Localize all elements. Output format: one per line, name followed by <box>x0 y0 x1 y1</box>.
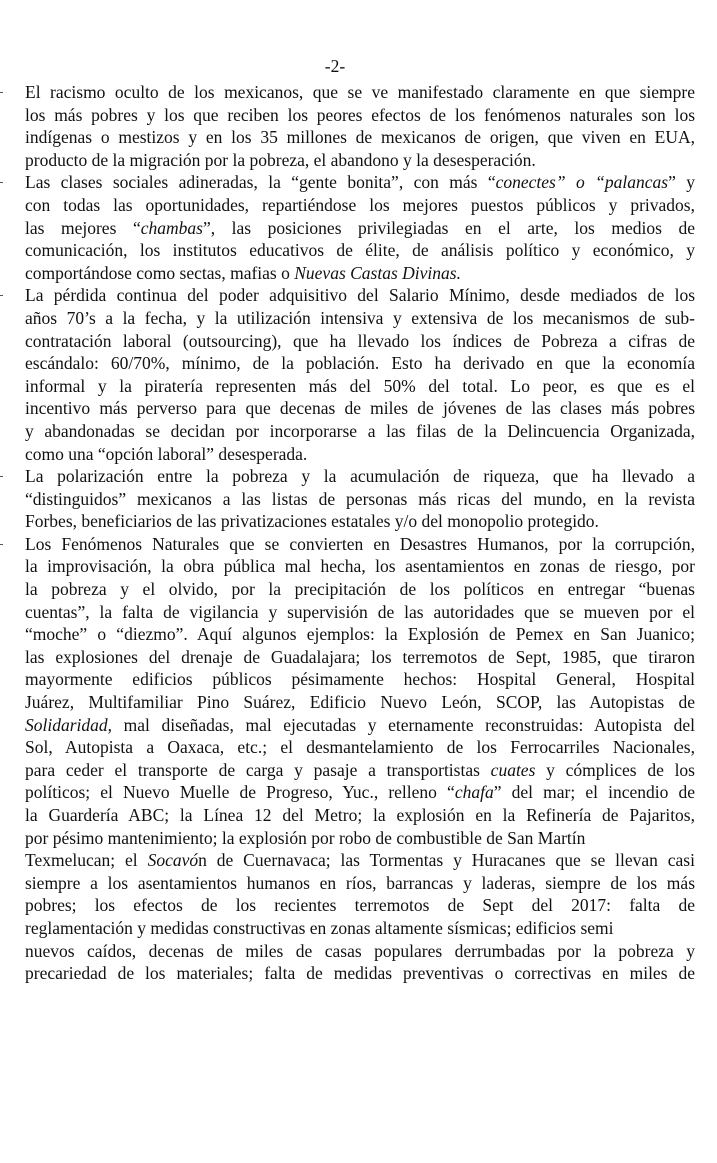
text-segment: y cómplices de los <box>535 759 695 780</box>
italic-text: Nuevas Castas Divinas. <box>294 262 461 283</box>
text-line <box>25 307 695 330</box>
text-segment: las explosiones del drenaje de Guadalajara; los terremotos de Sept, 1985, que tiraron <box>25 646 695 667</box>
text-line <box>25 284 695 307</box>
text-segment: informal y la piratería representen más del 50% del total. Lo peor, es que es el <box>25 375 695 396</box>
text-segment: precariedad de los materiales; falta de medidas preventivas o correctivas en miles de <box>25 963 695 984</box>
text-line <box>25 352 695 375</box>
text-segment: incentivo más perverso para que decenas de miles de jóvenes de las clases más pobres <box>25 398 695 419</box>
italic-text: Solidaridad <box>25 714 108 735</box>
text-segment: la pobreza y el olvido, por la precipitación de los políticos en entregar “buenas <box>25 579 695 600</box>
text-line <box>25 330 695 353</box>
text-segment: la improvisación, la obra pública mal hecha, los asentamientos en zonas de riesgo, por <box>25 556 695 577</box>
text-segment: con todas las oportunidades, repartiéndose los mejores puestos públicos y privados, <box>25 194 695 215</box>
text-line <box>25 962 695 985</box>
bullet-marker-icon <box>0 295 3 296</box>
text-line <box>25 759 695 782</box>
text-line <box>25 646 695 669</box>
text-line <box>25 894 695 917</box>
text-segment: nuevos caídos, decenas de miles de casas populares derrumbadas por la pobreza y <box>25 940 695 961</box>
text-segment: El racismo oculto de los mexicanos, que se ve manifestado claramente en que siempre <box>25 82 695 102</box>
text-segment: Texmelucan; el <box>25 850 148 871</box>
text-segment: años 70’s a la fecha, y la utilización intensiva y extensiva de los mecanismos de sub- <box>25 307 695 328</box>
text-line <box>25 194 695 217</box>
text-line <box>25 375 695 398</box>
text-segment: Forbes, beneficiarios de las privatizaciones estatales y/o del monopolio protegido. <box>25 511 599 532</box>
text-segment: escándalo: 60/70%, mínimo, de la población. Esto ha derivado en que la economía <box>25 353 695 374</box>
text-segment: Las clases sociales adineradas, la “gente bonita”, con más “ <box>25 172 496 193</box>
bullet-paragraph <box>25 284 695 465</box>
italic-text: conectes” o “palancas <box>495 172 669 193</box>
text-line <box>25 872 695 895</box>
text-segment: los más pobres y los que reciben los peores efectos de los fenómenos naturales son los <box>25 104 695 125</box>
text-line <box>25 443 695 466</box>
page-number: -2- <box>324 56 346 76</box>
text-segment: “moche” o “diezmo”. Aquí algunos ejemplos: la Explosión de Pemex en San Juanico; <box>25 624 695 645</box>
text-segment: n de Cuernavaca; las Tormentas y Huracanes que se llevan casi <box>198 850 695 871</box>
text-segment: indígenas o mestizos y en los 35 millones de mexicanos de origen, que viven en EUA, <box>25 127 695 148</box>
text-segment: Sol, Autopista a Oaxaca, etc.; el desmantelamiento de los Ferrocarriles Nacionales, <box>25 737 695 758</box>
text-line <box>25 601 695 624</box>
bullet-marker-icon <box>0 544 3 545</box>
bullet-paragraph <box>25 465 695 533</box>
text-line <box>25 917 695 940</box>
text-line <box>25 691 695 714</box>
text-line <box>25 668 695 691</box>
text-segment: La pérdida continua del poder adquisitivo del Salario Mínimo, desde mediados de los <box>25 285 695 306</box>
text-segment: “distinguidos” mexicanos a las listas de personas más ricas del mundo, en la revista <box>25 488 695 509</box>
bullet-paragraph <box>25 533 695 985</box>
text-segment: contratación laboral (outsourcing), que ha llevado los índices de Pobreza a cifras de <box>25 330 695 351</box>
text-line <box>25 420 695 443</box>
text-line <box>25 488 695 511</box>
text-segment: reglamentación y medidas constructivas en zonas altamente sísmicas; edificios semi <box>25 917 614 938</box>
text-segment: como una “opción laboral” desesperada. <box>25 443 308 464</box>
text-line <box>25 736 695 759</box>
italic-text: chafa <box>454 782 494 803</box>
text-line <box>25 262 695 285</box>
italic-text: cuates <box>490 759 536 780</box>
document-body <box>25 81 695 985</box>
text-line <box>25 578 695 601</box>
text-line <box>25 126 695 149</box>
text-line <box>25 827 695 850</box>
text-segment: Juárez, Multifamiliar Pino Suárez, Edificio Nuevo León, SCOP, las Autopistas de <box>25 692 695 713</box>
text-line <box>25 239 695 262</box>
text-segment: ”, las posiciones privilegiadas en el arte, los medios de <box>202 217 695 238</box>
text-segment: ” y <box>668 172 695 193</box>
italic-text: Socavó <box>147 850 199 871</box>
text-segment: La polarización entre la pobreza y la acumulación de riqueza, que ha llevado a <box>25 466 695 487</box>
text-line <box>25 714 695 737</box>
text-segment: políticos; el Nuevo Muelle de Progreso, Yuc., relleno “ <box>25 782 455 803</box>
text-line <box>25 217 695 240</box>
text-line <box>25 510 695 533</box>
italic-text: chambas <box>140 217 203 238</box>
bullet-marker-icon <box>0 476 3 477</box>
text-line <box>25 849 695 872</box>
text-segment: pobres; los efectos de los recientes terremotos de Sept del 2017: falta de <box>25 895 695 916</box>
text-line <box>25 555 695 578</box>
text-line <box>25 104 695 127</box>
text-segment: y abandonadas se decidan por incorporarse a las filas de la Delincuencia Organizada, <box>25 420 695 441</box>
text-segment: producto de la migración por la pobreza, el abandono y la desesperación. <box>25 149 536 170</box>
text-segment: siempre a los asentamientos humanos en ríos, barrancas y laderas, siempre de los más <box>25 872 695 893</box>
text-line <box>25 940 695 963</box>
text-line <box>25 804 695 827</box>
text-segment: para ceder el transporte de carga y pasaje a transportistas <box>25 759 491 780</box>
text-segment: ” del mar; el incendio de <box>493 782 695 803</box>
text-segment: cuentas”, la falta de vigilancia y supervisión de las autoridades que se mueven por el <box>25 601 695 622</box>
bullet-marker-icon <box>0 92 3 93</box>
text-line <box>25 781 695 804</box>
text-line <box>25 623 695 646</box>
text-segment: la Guardería ABC; la Línea 12 del Metro; la explosión en la Refinería de Pajaritos, <box>25 805 695 825</box>
text-line <box>25 171 695 194</box>
text-line <box>25 397 695 420</box>
text-segment: mayormente edificios públicos pésimamente hechos: Hospital General, Hospital <box>25 669 695 690</box>
text-line <box>25 533 695 556</box>
text-segment: , mal diseñadas, mal ejecutadas y eternamente reconstruidas: Autopista del <box>107 714 695 735</box>
text-line <box>25 81 695 104</box>
text-segment: por pésimo mantenimiento; la explosión por robo de combustible de San Martín <box>25 827 586 848</box>
text-line <box>25 465 695 488</box>
text-segment: comunicación, los institutos educativos de élite, de análisis político y económico, y <box>25 240 695 261</box>
text-line <box>25 149 695 172</box>
bullet-marker-icon <box>0 182 3 183</box>
text-segment: Los Fenómenos Naturales que se convierten en Desastres Humanos, por la corrupción, <box>25 533 695 554</box>
text-segment: comportándose como sectas, mafias o <box>25 262 295 283</box>
text-segment: las mejores “ <box>25 217 141 238</box>
bullet-paragraph <box>25 171 695 284</box>
bullet-paragraph <box>25 81 695 171</box>
